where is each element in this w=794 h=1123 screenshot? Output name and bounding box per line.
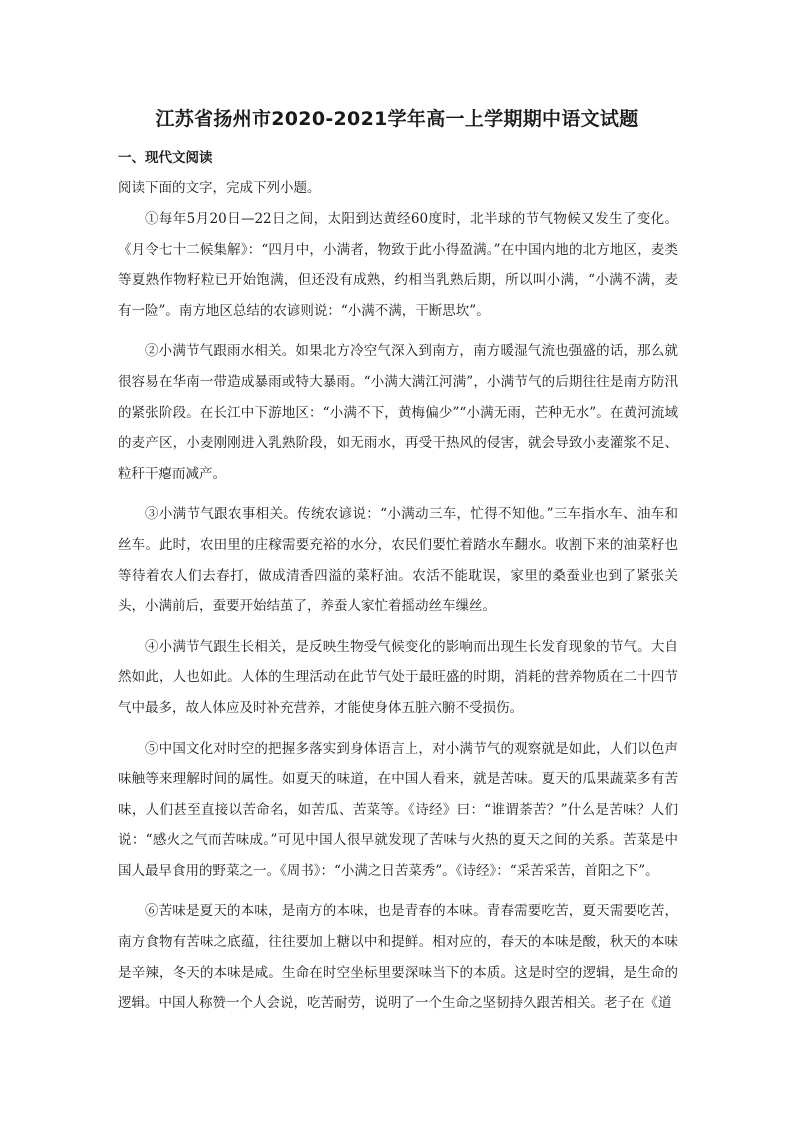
passage-paragraph-6: ⑥苦味是夏天的本味，是南方的本味，也是青春的本味。青春需要吃苦，夏天需要吃苦，南方食物有苦味之底蕴，往往要加上糖以中和提鲜。相对应的，春天的本味是酸，秋天的本味是辛辣，冬天的本味是咸。生命在时空坐标里要深味当下的本质。这是时空的逻辑，是生命的逻辑。中国人称赞一个人会说，吃苦耐劳，说明了一个生命之坚韧持久跟苦相关。老子在《道	[118, 903, 678, 1012]
passage-paragraph-3: ③小满节气跟农事相关。传统农谚说：“小满动三车，忙得不知他。”三车指水车、油车和丝车。此时，农田里的庄稼需要充裕的水分，农民们要忙着踏水车翻水。收割下来的油菜籽也等待着农人们去春打，做成清香四溢的菜籽油。农活不能耽误，家里的桑蚕业也到了紧张关头，小满前后，蚕要开始结茧了，养蚕人家忙着摇动丝车缫丝。	[118, 506, 678, 615]
passage-paragraph-5: ⑤中国文化对时空的把握多落实到身体语言上，对小满节气的观察就是如此，人们以色声味触等来理解时间的属性。如夏天的味道，在中国人看来，就是苦味。夏天的瓜果蔬菜多有苦味，人们甚至直接以苦命名，如苦瓜、苦菜等。《诗经》曰：“谁谓荼苦？”什么是苦味？人们说：“感火之气而苦味成。”可见中国人很早就发现了苦味与火热的夏天之间的关系。苦菜是中国人最早食用的野菜之一。《周书》：“小满之日苦菜秀”。《诗经》：“采苦采苦，首阳之下”。	[118, 740, 678, 879]
passage-paragraph-2: ②小满节气跟雨水相关。如果北方冷空气深入到南方，南方暖湿气流也强盛的话，那么就很容易在华南一带造成暴雨或特大暴雨。“小满大满江河满”，小满节气的后期往往是南方防汛的紧张阶段。在长江中下游地区：“小满不下，黄梅偏少”“小满无雨，芒种无水”。在黄河流域的麦产区，小麦刚刚进入乳熟阶段，如无雨水，再受干热风的侵害，就会导致小麦灌浆不足、粒秆干瘪而减产。	[118, 343, 678, 482]
passage-paragraph-4: ④小满节气跟生长相关，是反映生物受气候变化的影响而出现生长发育现象的节气。大自然如此，人也如此。人体的生理活动在此节气处于最旺盛的时期，消耗的营养物质在二十四节气中最多，故人体应及时补充营养，才能使身体五脏六腑不受损伤。	[118, 638, 678, 716]
reading-passage	[118, 204, 678, 1029]
passage-paragraph-1: ①每年5月20日—22日之间，太阳到达黄经60度时，北半球的节气物候又发生了变化。《月令七十二候集解》：“四月中，小满者，物致于此小得盈满。”在中国内地的北方地区，麦类等夏熟作物籽粒已开始饱满，但还没有成熟，约相当乳熟后期，所以叫小满，“小满不满，麦有一险”。南方地区总结的农谚则说：“小满不满，干断思坎”。	[118, 211, 678, 319]
section-heading: 一、现代文阅读	[118, 150, 213, 166]
reading-instruction: 阅读下面的文字，完成下列小题。	[118, 180, 321, 196]
document-title: 江苏省扬州市2020-2021学年高一上学期期中语文试题	[155, 108, 639, 130]
